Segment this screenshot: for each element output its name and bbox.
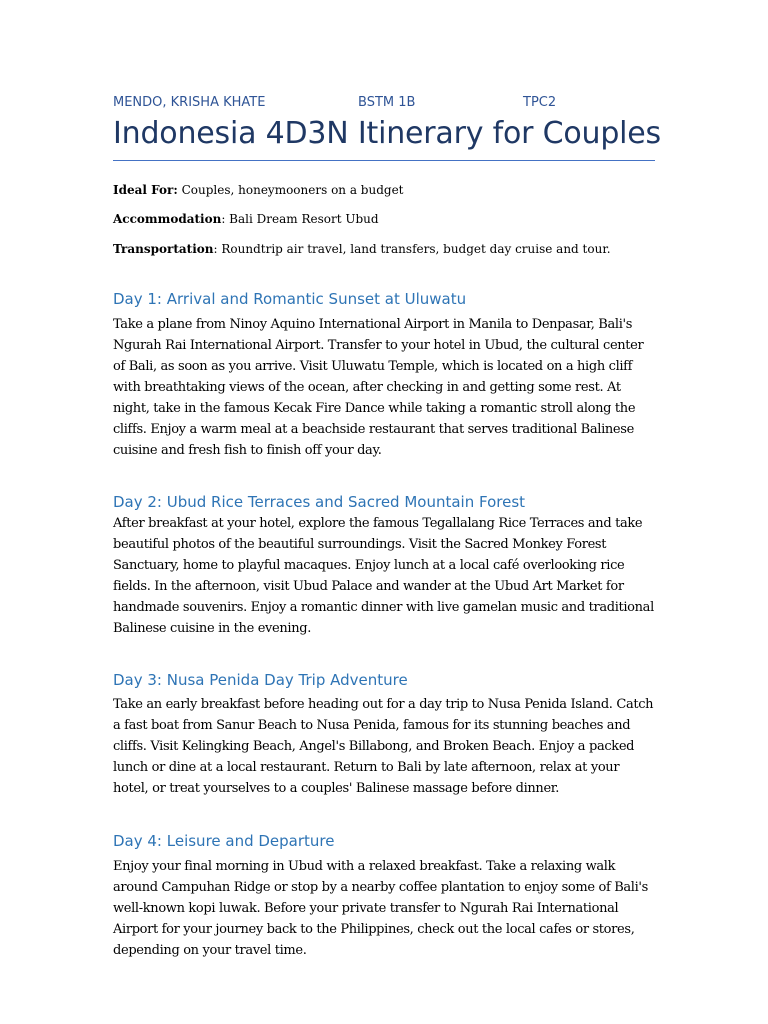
- accommodation-label: Accommodation: [113, 212, 222, 226]
- day-1-text: Take a plane from Ninoy Aquino International Airport in Manila to Denpasar, Bali's Ngurah Rai International Airport. Transfer to your hotel in Ubud, the cultural center of Bali, as soon as you arrive. Visit Uluwatu Temple, which is located on a high cliff with breathtaking views of the ocean, after checking in and getting some rest. At night, take in the famous Kecak Fire Dance while taking a romantic stroll along the cliffs. Enjoy a warm meal at a beachside restaurant that serves traditional Balinese cuisine and fresh fish to finish off your day.: [113, 317, 644, 458]
- student-section: BSTM 1B: [358, 95, 416, 110]
- course-code: TPC2: [523, 95, 557, 110]
- day-4-heading: Day 4: Leisure and Departure: [113, 832, 335, 850]
- day-2-text: After breakfast at your hotel, explore the famous Tegallalang Rice Terraces and take beautiful photos of the beautiful surroundings. Visit the Sacred Monkey Forest Sanctuary, home to playful macaques. Enjoy lunch at a local café overlooking rice fields. In the afternoon, visit Ubud Palace and wander at the Ubud Art Market for handmade souvenirs. Enjoy a romantic dinner with live gamelan music and traditional Balinese cuisine in the evening.: [113, 516, 654, 636]
- day-3-text: Take an early breakfast before heading out for a day trip to Nusa Penida Island. Catch a fast boat from Sanur Beach to Nusa Penida, famous for its stunning beaches and cliffs. Visit Kelingking Beach, Angel's Billabong, and Broken Beach. Enjoy a packed lunch or dine at a local restaurant. Return to Bali by late afternoon, relax at your hotel, or treat yourselves to a couples' Balinese massage before dinner.: [113, 697, 654, 796]
- transportation-label: Transportation: [113, 242, 214, 256]
- student-name: MENDO, KRISHA KHATE: [113, 95, 266, 110]
- title-underline: [113, 160, 655, 161]
- ideal-for-value: Couples, honeymooners on a budget: [177, 183, 404, 197]
- transportation-value: : Roundtrip air travel, land transfers, budget day cruise and tour.: [213, 242, 611, 256]
- accommodation-value: : Bali Dream Resort Ubud: [221, 212, 379, 226]
- day-4-text: Enjoy your final morning in Ubud with a relaxed breakfast. Take a relaxing walk around Campuhan Ridge or stop by a nearby coffee plantation to enjoy some of Bali's well-known kopi luwak. Before your private transfer to Ngurah Rai International Airport for your journey back to the Philippines, check out the local cafes or stores, depending on your travel time.: [113, 859, 648, 958]
- day-2-heading: Day 2: Ubud Rice Terraces and Sacred Mountain Forest: [113, 493, 526, 511]
- day-1-heading: Day 1: Arrival and Romantic Sunset at Uluwatu: [113, 290, 467, 308]
- accommodation-line: [113, 212, 379, 226]
- document-title: Indonesia 4D3N Itinerary for Couples: [113, 116, 661, 151]
- day-3-heading: Day 3: Nusa Penida Day Trip Adventure: [113, 671, 408, 689]
- ideal-for-label: Ideal For:: [113, 183, 178, 197]
- ideal-for-line: [113, 183, 404, 197]
- transportation-line: [113, 242, 611, 256]
